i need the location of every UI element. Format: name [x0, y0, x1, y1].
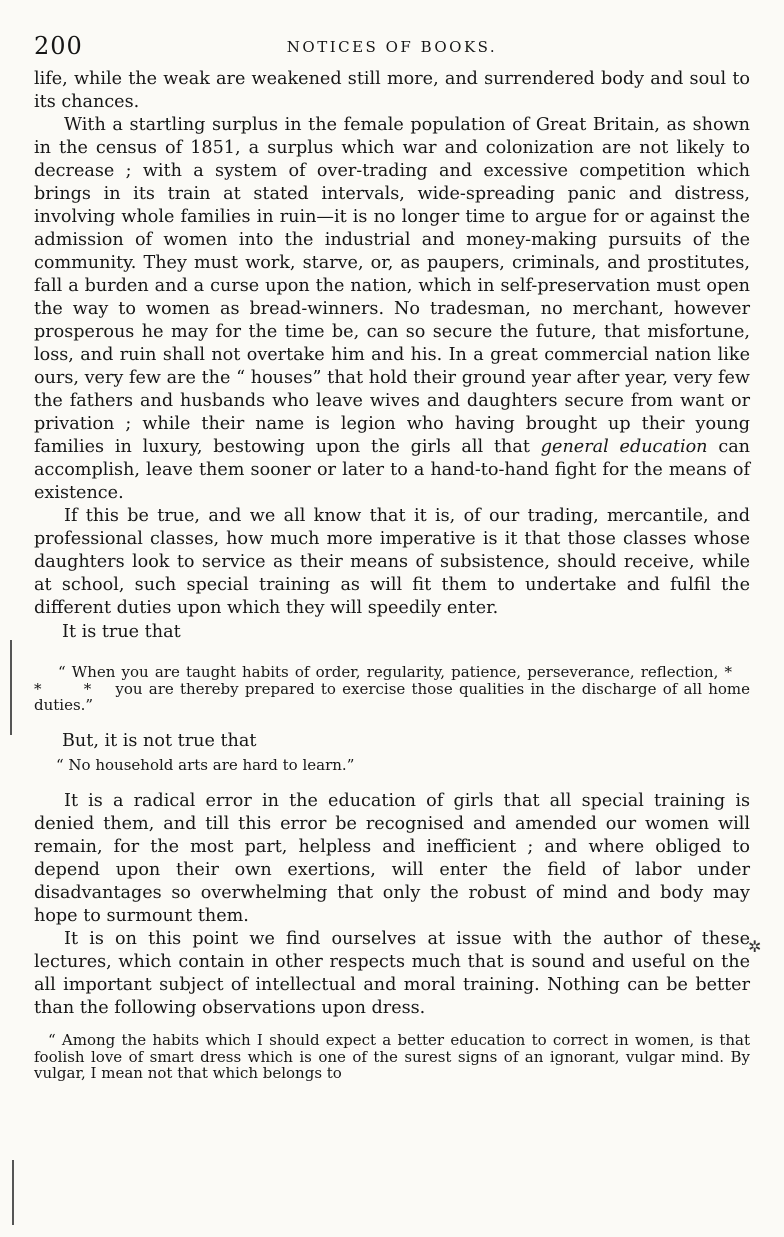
block-quote-3: “ Among the habits which I should expect a better education to correct in women, is that foolish love of smart dress which is one of the surest signs of an ignorant, vulgar mind. By vulgar, I mean not that which belongs to — [34, 1031, 750, 1082]
paragraph-2-italic: general education — [540, 437, 708, 457]
paragraph-2-text-a: With a startling surplus in the female population of Great Britain, as shown in the census of 1851, a surplus which war and colonization are not likely to decrease ; with a system of over-trading and excessive competition which brings in its train at stated intervals, wide-spreading panic and distress, involving whole families in ruin—it is no longer time to argue for or against the admission of women into the industrial and money-making pursuits of the community. They must work, starve, or, as paupers, criminals, and prostitutes, fall a burden and a curse upon the nation, which in self-preservation must open the way to women as bread-winners. No tradesman, no merchant, however prosperous he may for the time be, can so secure the future, that misfortune, loss, and ruin shall not overtake him and his. In a great commercial nation like ours, very few are the “ houses” that hold their ground year after year, very few the fathers and husbands who leave wives and daughters secure from want or privation ; while their name is legion who having brought up their young families in luxury, bestowing upon the girls all that — [34, 115, 750, 457]
block-quote-1-text-b: you are thereby prepared to exercise those qualities in the discharge of all home duties.” — [34, 679, 750, 714]
paragraph-4: It is true that — [62, 622, 181, 642]
paragraph-2 — [34, 114, 750, 505]
block-quote-1 — [34, 664, 750, 714]
page-number: 200 — [34, 32, 83, 60]
margin-rule — [10, 640, 12, 735]
paragraph-1: life, while the weak are weakened still more, and surrendered body and soul to its chances. — [34, 69, 750, 112]
ellipsis-stars: * * * — [34, 663, 750, 698]
bottom-margin-rule — [12, 1160, 14, 1225]
margin-asterisk-icon: ✲ — [748, 937, 762, 956]
book-page — [34, 32, 750, 1082]
paragraph-7: It is on this point we find ourselves at issue with the author of these lectures, which contain in other respects much that is sound and useful on the all important subject of intellectual and moral training. Nothing can be better than the following observations upon dress. — [34, 929, 750, 1018]
paragraph-5: But, it is not true that — [62, 730, 257, 751]
block-quote-1-text-a: “ When you are taught habits of order, regularity, patience, perseverance, reflection, — [58, 663, 719, 681]
paragraph-2-text-b: can accomplish, leave them sooner or later to a hand-to-hand fight for the means of existence. — [34, 437, 751, 503]
running-head: NOTICES OF BOOKS. — [286, 38, 498, 56]
block-quote-2: “ No household arts are hard to learn.” — [56, 755, 355, 774]
paragraph-3: If this be true, and we all know that it is, of our trading, mercantile, and professional classes, how much more imperative is it that those classes whose daughters look to service as their means of subsistence, should receive, while at school, such special training as will fit them to undertake and fulfil the different duties upon which they will speedily enter. — [34, 506, 750, 618]
paragraph-6: It is a radical error in the education of girls that all special training is denied them, and till this error be recognised and amended our women will remain, for the most part, helpless and inefficient ; and where obliged to depend upon their own exertions, will enter the field of labor under disadvantages so overwhelming that only the robust of mind and body may hope to surmount them. — [34, 791, 750, 926]
page-header — [34, 32, 750, 60]
